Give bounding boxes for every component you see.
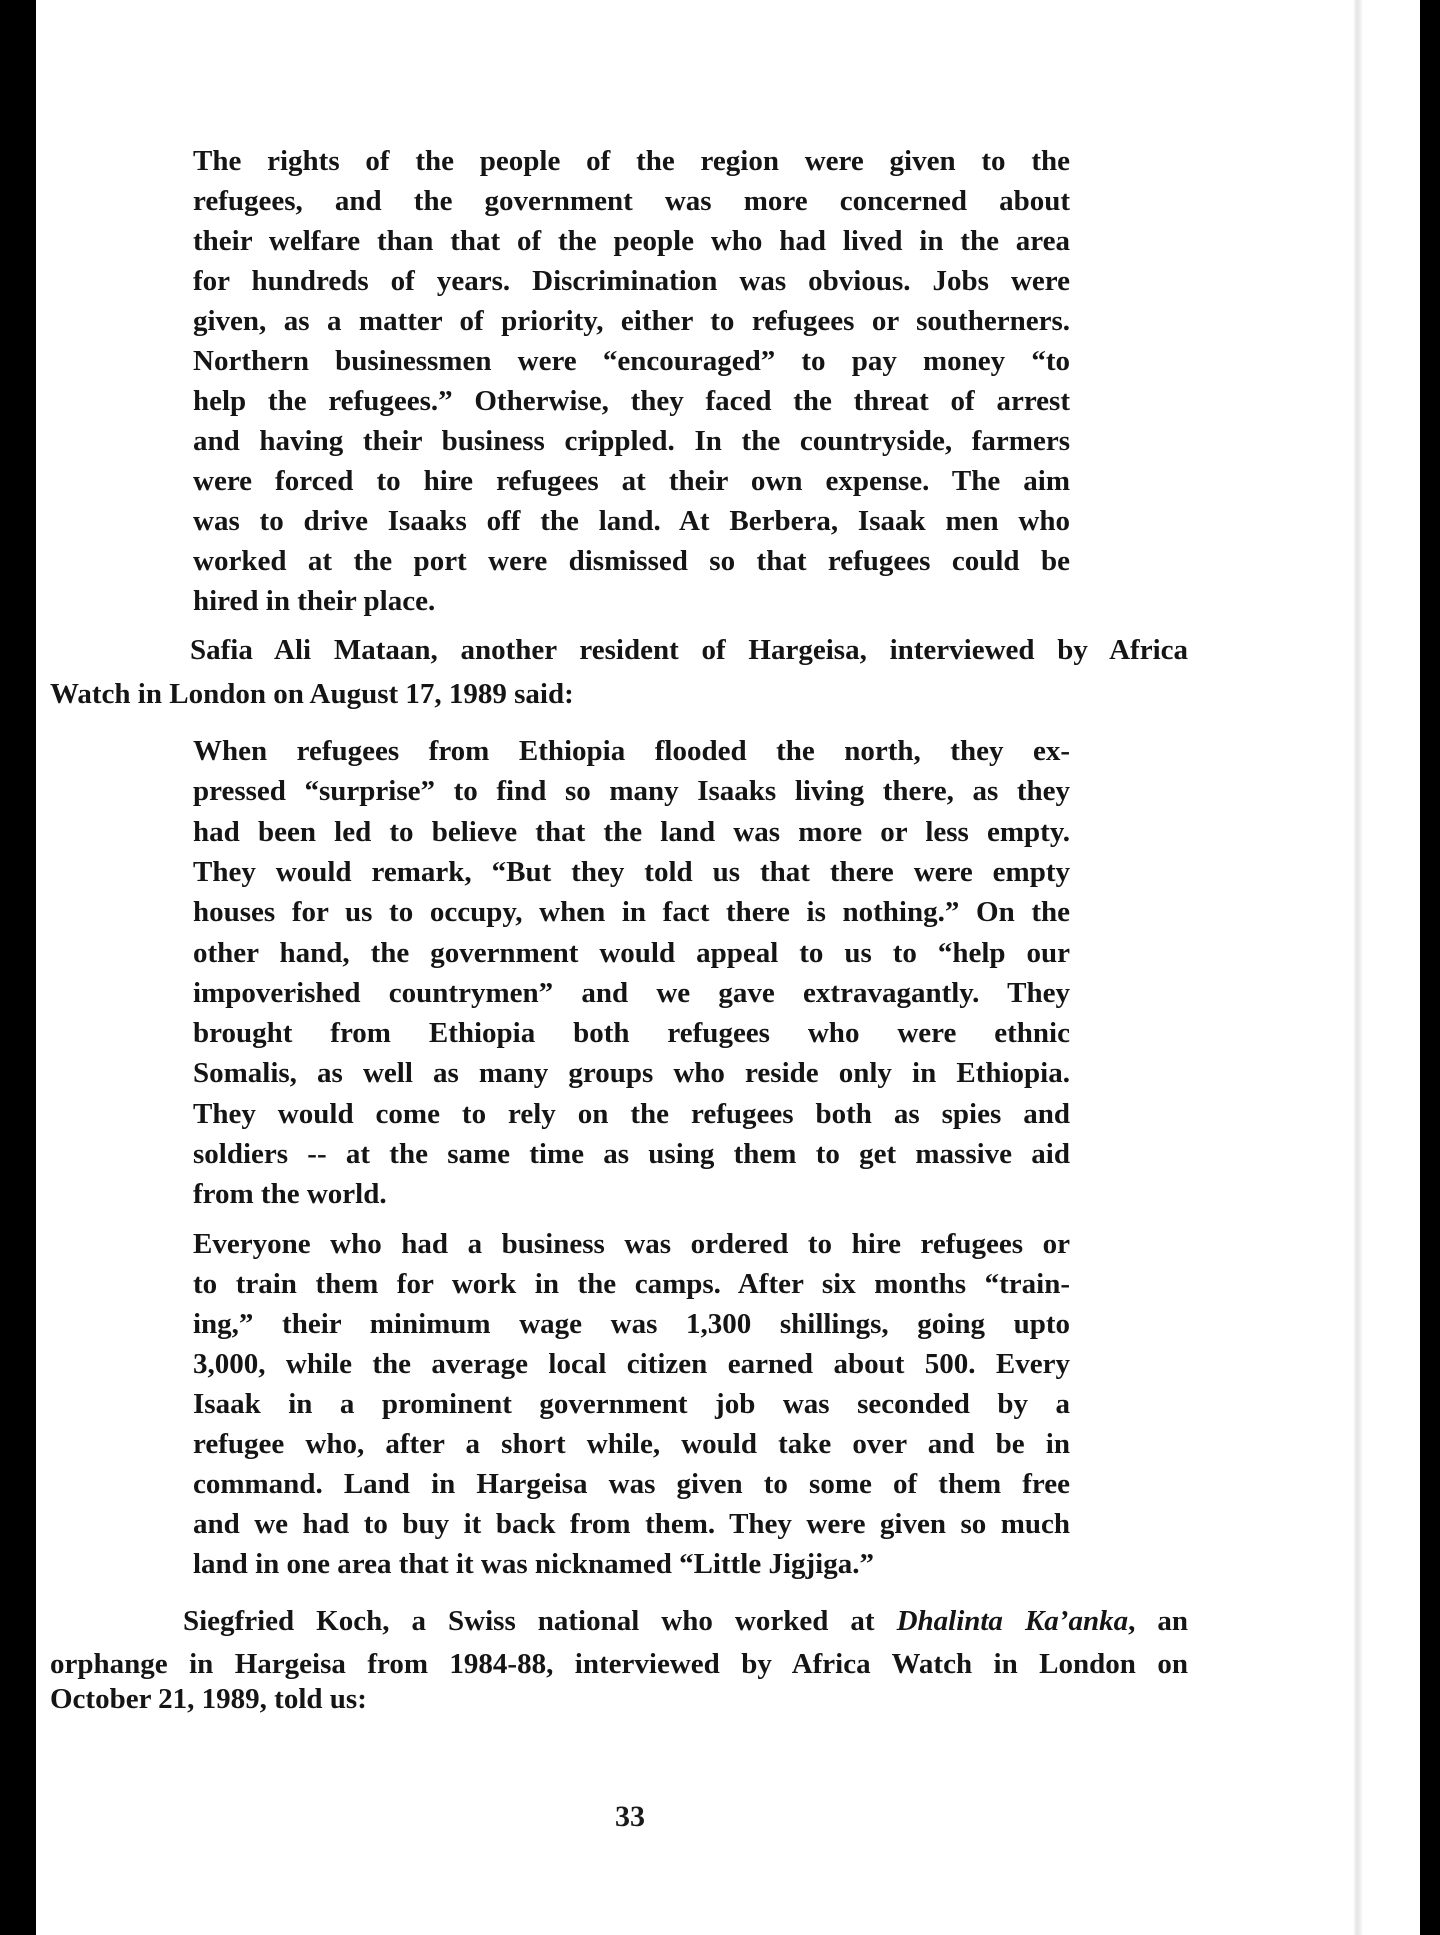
text-line: worked at the port were dismissed so that refugees could be <box>193 545 1070 577</box>
text-line: to train them for work in the camps. After six months “train- <box>193 1268 1070 1300</box>
text-line: refugee who, after a short while, would take over and be in <box>193 1428 1070 1460</box>
scan-border-left <box>0 0 36 1935</box>
text-line: help the refugees.” Otherwise, they faced the threat of arrest <box>193 385 1070 417</box>
text-line: was to drive Isaaks off the land. At Berbera, Isaak men who <box>193 505 1070 537</box>
text-line: ing,” their minimum wage was 1,300 shillings, going upto <box>193 1308 1070 1340</box>
text-line: their welfare than that of the people who had lived in the area <box>193 225 1070 257</box>
text-line: other hand, the government would appeal to us to “help our <box>193 936 1070 969</box>
text-line <box>50 1601 1188 1641</box>
text-line: impoverished countrymen” and we gave extravagantly. They <box>193 976 1070 1009</box>
text-span: Siegfried Koch, a Swiss national who worked at <box>183 1605 897 1637</box>
text-line: command. Land in Hargeisa was given to some of them free <box>193 1468 1070 1500</box>
text-line: and we had to buy it back from them. They were given so much <box>193 1508 1070 1540</box>
text-line: orphange in Hargeisa from 1984-88, interviewed by Africa Watch in London on <box>50 1648 1188 1680</box>
text-line: and having their business crippled. In the countryside, farmers <box>193 425 1070 457</box>
text-line: given, as a matter of priority, either to refugees or southerners. <box>193 305 1070 337</box>
text-line: They would remark, “But they told us that there were empty <box>193 855 1070 888</box>
text-line: October 21, 1989, told us: <box>50 1683 367 1715</box>
text-line: Northern businessmen were “encouraged” to pay money “to <box>193 345 1070 377</box>
text-line: Safia Ali Mataan, another resident of Hargeisa, interviewed by Africa <box>190 634 1188 666</box>
text-line: hired in their place. <box>193 585 436 617</box>
page-number: 33 <box>615 1800 645 1833</box>
page-edge-shadow <box>1354 0 1362 1935</box>
text-line: When refugees from Ethiopia flooded the north, they ex- <box>193 735 1070 767</box>
scan-border-right <box>1420 0 1440 1935</box>
text-line: They would come to rely on the refugees both as spies and <box>193 1097 1070 1130</box>
text-line: pressed “surprise” to find so many Isaaks living there, as they <box>193 775 1070 808</box>
text-line: The rights of the people of the region were given to the <box>193 145 1070 177</box>
italic-title: Dhalinta Ka’anka <box>896 1605 1129 1637</box>
text-line: had been led to believe that the land was more or less empty. <box>193 815 1070 848</box>
text-line: land in one area that it was nicknamed “Little Jigjiga.” <box>193 1548 874 1580</box>
text-line: from the world. <box>193 1178 387 1211</box>
text-line: for hundreds of years. Discrimination was obvious. Jobs were <box>193 265 1070 297</box>
text-line: soldiers -- at the same time as using them to get massive aid <box>193 1138 1070 1170</box>
text-line: Watch in London on August 17, 1989 said: <box>50 678 574 710</box>
text-line: Everyone who had a business was ordered to hire refugees or <box>193 1228 1070 1260</box>
text-line: houses for us to occupy, when in fact there is nothing.” On the <box>193 896 1070 929</box>
text-line: Isaak in a prominent government job was seconded by a <box>193 1388 1070 1420</box>
text-span: , an <box>1128 1605 1188 1637</box>
text-line: brought from Ethiopia both refugees who were ethnic <box>193 1017 1070 1050</box>
text-line: 3,000, while the average local citizen earned about 500. Every <box>193 1348 1070 1380</box>
text-line: Somalis, as well as many groups who reside only in Ethiopia. <box>193 1057 1070 1090</box>
text-line: refugees, and the government was more concerned about <box>193 185 1070 217</box>
text-line: were forced to hire refugees at their own expense. The aim <box>193 465 1070 497</box>
